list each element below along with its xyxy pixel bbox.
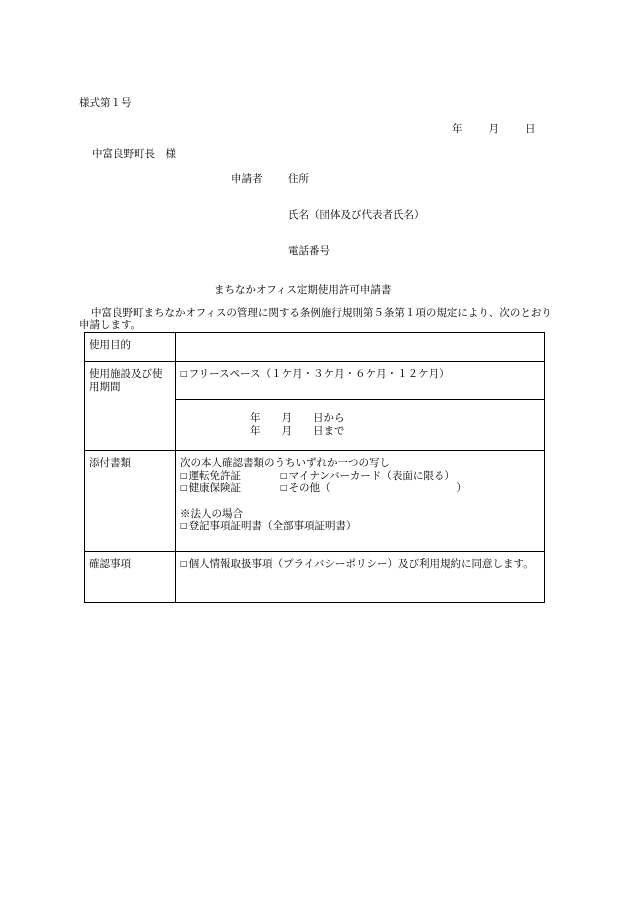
intro-text: 中富良野町まちなかオフィスの管理に関する条例施行規則第５条第１項の規定により、次のとおり申請します。 (79, 307, 552, 331)
confirm-label: 確認事項 (85, 552, 176, 603)
document-title: まちなかオフィス定期使用許可申請書 (214, 284, 392, 296)
checkbox-icon[interactable]: □ (180, 369, 188, 378)
purpose-label: 使用目的 (85, 333, 176, 362)
period-to: 年 月 日まで (250, 424, 345, 437)
date-day: 日 (525, 123, 536, 135)
corp-note: ※法人の場合 (180, 507, 243, 520)
checkbox-icon[interactable]: □ (180, 521, 188, 530)
application-table (84, 332, 545, 603)
date-year: 年 (452, 123, 463, 135)
doc-other: □その他（ ） (280, 482, 468, 494)
doc-mynumber: □マイナンバーカード（表面に限る） (280, 469, 455, 482)
confirm-text: 個人情報取扱事項（プライバシーポリシー）及び利用規約に同意します。 (188, 558, 534, 570)
checkbox-icon[interactable]: □ (180, 483, 188, 492)
docs-field (176, 451, 545, 552)
name-label: 氏名（団体及び代表者氏名） (288, 209, 425, 221)
checkbox-icon[interactable]: □ (180, 470, 188, 480)
phone-label: 電話番号 (288, 245, 330, 257)
purpose-field[interactable] (176, 333, 545, 362)
period-field (176, 400, 545, 451)
docs-label: 添付書類 (85, 451, 176, 552)
applicant-label: 申請者 (231, 173, 263, 185)
doc-license: □運転免許証 (180, 469, 242, 482)
checkbox-icon[interactable]: □ (180, 559, 188, 568)
addressee: 中富良野町長 様 (92, 148, 176, 160)
facility-label: 使用施設及び使用期間 (85, 362, 176, 451)
checkbox-icon[interactable]: □ (280, 470, 288, 480)
docs-intro: 次の本人確認書類のうちいずれか一つの写し (180, 457, 390, 469)
address-label: 住所 (288, 173, 309, 185)
date-month: 月 (488, 123, 499, 135)
confirm-field (176, 552, 545, 603)
checkbox-icon[interactable]: □ (280, 483, 288, 492)
form-number: 様式第１号 (79, 97, 132, 109)
period-from: 年 月 日から (250, 412, 345, 424)
doc-insurance: □健康保険証 (180, 482, 242, 494)
facility-option (176, 362, 545, 400)
facility-option-text: フリースペース（１ケ月・３ケ月・６ケ月・１２ケ月） (188, 368, 450, 380)
doc-registry: □登記事項証明書（全部事項証明書） (180, 520, 357, 532)
date-line (452, 123, 536, 136)
